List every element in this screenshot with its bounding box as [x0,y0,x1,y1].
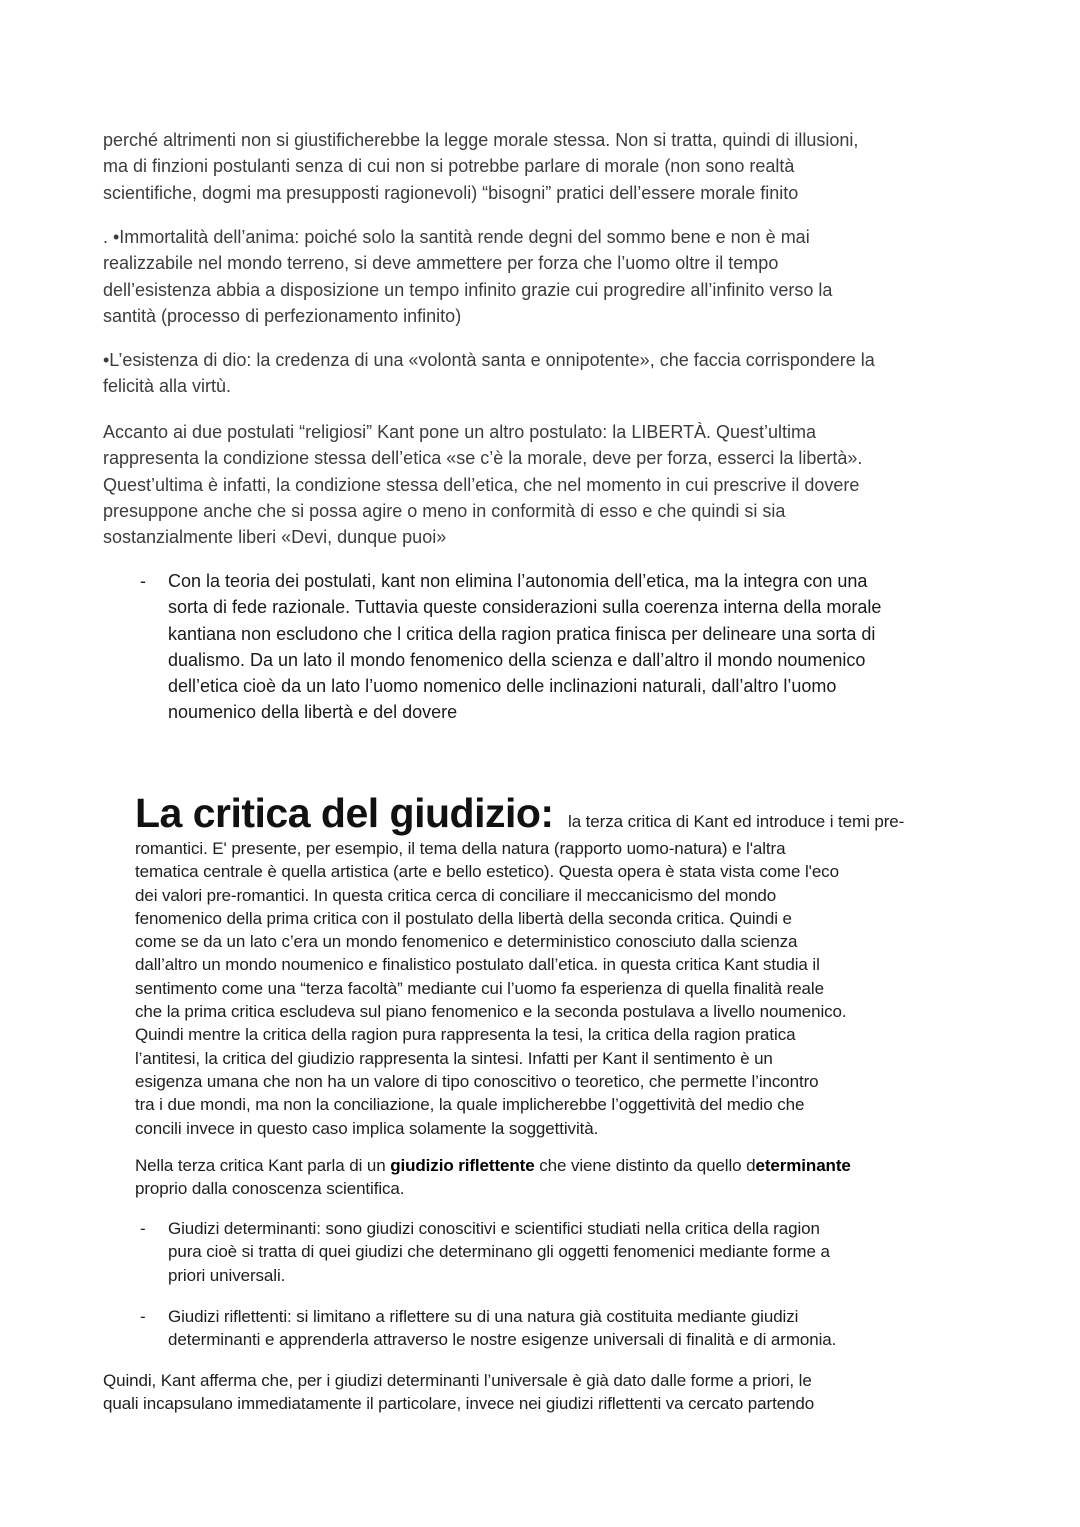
list-item-text [168,568,881,726]
list-item-reflective-judgments [140,1305,837,1352]
text-line: Quindi mentre la critica della ragion pura rappresenta la tesi, la critica della ragion pratica [135,1025,796,1045]
text-line: l’antitesi, la critica del giudizio rappresenta la sintesi. Infatti per Kant il sentimento è un [135,1048,773,1068]
text-line: dell’etica cioè da un lato l’uomo nomenico delle inclinazioni naturali, dall’altro l’uomo [168,676,837,697]
text-line: fenomenico della prima critica con il postulato della libertà della seconda critica. Quindi e [135,908,792,928]
text-line: Quindi, Kant afferma che, per i giudizi determinanti l’universale è già dato dalle forme a priori, le [103,1371,812,1390]
text-line: dualismo. Da un lato il mondo fenomenico della scienza e dall’altro il mondo noumenico [168,649,866,670]
text-line: scientifiche, dogmi ma presupposti ragionevoli) “bisogni” pratici dell’essere morale finito [103,182,799,203]
section-heading: La critica del giudizio: [135,790,554,836]
text-line: •L’esistenza di dio: la credenza di una «volontà santa e onnipotente», che faccia corrispondere la [103,350,875,370]
text-line: dei valori pre-romantici. In questa critica cerca di conciliare il meccanicismo del mondo [135,885,777,905]
paragraph-reflective-judgment [135,1154,851,1201]
paragraph-god-existence [103,347,875,400]
text-line: Giudizi riflettenti: si limitano a riflettere su di una natura già costituita mediante giudizi [168,1307,799,1326]
text-line: perché altrimenti non si giustificherebbe la legge morale stessa. Non si tratta, quindi di illusioni, [103,130,859,150]
text-line: Accanto ai due postulati “religiosi” Kant pone un altro postulato: la LIBERTÀ. Quest’ultima [103,422,817,442]
text-line: santità (processo di perfezionamento infinito) [103,305,462,326]
paragraph-immortality [103,224,832,329]
text-line: realizzabile nel mondo terreno, si deve ammettere per forza che l’uomo oltre il tempo [103,253,779,274]
text-line: determinanti e apprenderla attraverso le nostre esigenze universali di finalità e di armonia. [168,1330,837,1350]
list-item-postulates-theory [140,568,882,726]
bold-term-determinant: eterminante [755,1156,851,1175]
text-line: romantici. E' presente, per esempio, il tema della natura (rapporto uomo-natura) e l'altra [135,839,786,858]
text-line: . •Immortalità dell’anima: poiché solo la santità rende degni del sommo bene e non è mai [103,227,810,247]
bullet-dash: - [140,1307,146,1326]
paragraph-postulates-intro [103,127,858,206]
text-line: come se da un lato c’era un mondo fenomenico e deterministico conosciuto dalla scienza [135,932,798,952]
text-line: presuppone anche che si possa agire o meno in conformità di esso e che quindi si sia [103,500,786,521]
text-line: dall’altro un mondo noumenico e finalistico postulato dall’etica. in questa critica Kant studia il [135,955,820,975]
text-line: tematica centrale è quella artistica (arte e bello estetico). Questa opera è stata vista come l'eco [135,862,839,882]
text-line: Quest’ultima è infatti, la condizione stessa dell’etica, che nel momento in cui prescrive il dovere [103,474,860,495]
bullet-dash: - [140,1219,146,1238]
text-line: quali incapsulano immediatamente il particolare, invece nei giudizi riflettenti va cercato partendo [103,1394,815,1414]
text-line: noumenico della libertà e del dovere [168,702,458,723]
text-line: dell’esistenza abbia a disposizione un tempo infinito grazie cui progredire all’infinito verso la [103,279,833,300]
text: proprio dalla conoscenza scientifica. [135,1179,405,1199]
text-line: kantiana non escludono che l critica della ragion pratica finisca per delineare una sorta di [168,623,876,644]
text-line: sostanzialmente liberi «Devi, dunque puoi» [103,527,447,548]
text-line: sorta di fede razionale. Tuttavia queste considerazioni sulla coerenza interna della morale [168,597,882,618]
text-line: ma di finzioni postulanti senza di cui non si potrebbe parlare di morale (non sono realtà [103,156,795,177]
text-line: Giudizi determinanti: sono giudizi conoscitivi e scientifici studiati nella critica della ragion [168,1219,820,1238]
text-line: rappresenta la condizione stessa dell’etica «se c’è la morale, deve per forza, esserci la libertà». [103,448,863,469]
bullet-dash: - [140,571,146,591]
text-line: priori universali. [168,1265,286,1285]
text-line: felicità alla virtù. [103,376,232,397]
text-line: concili invece in questo caso implica solamente la soggettività. [135,1118,599,1138]
paragraph-conclusion [103,1369,814,1416]
text-line: esigenza umana che non ha un valore di tipo conoscitivo o teoretico, che permette l’incontro [135,1071,819,1091]
list-item-text [168,1305,836,1352]
bold-term-reflective: giudizio riflettente [390,1156,535,1175]
list-item-determinant-judgments [140,1217,830,1287]
text-line: sentimento come una “terza facoltà” mediante cui l’uomo fa esperienza di quella finalità reale [135,978,824,998]
text-line: Con la teoria dei postulati, kant non elimina l’autonomia dell’etica, ma la integra con una [168,571,868,591]
text-line: pura cioè si tratta di quei giudizi che determinano gli oggetti fenomenici mediante forme a [168,1242,830,1262]
text-line: tra i due mondi, ma non la conciliazione, la quale implicherebbe l’oggettività del medio che [135,1095,805,1115]
text-line: che la prima critica escludeva sul piano fenomenico e la seconda postulava a livello noumenico. [135,1002,847,1022]
section-heading-line [135,790,904,837]
text: Nella terza critica Kant parla di un [135,1156,391,1175]
paragraph-critique-judgment [135,837,847,1140]
paragraph-freedom [103,419,862,550]
text: che viene distinto da quello d [534,1156,756,1175]
heading-tail-text: la terza critica di Kant ed introduce i temi pre- [568,812,905,831]
list-item-text [168,1217,830,1287]
